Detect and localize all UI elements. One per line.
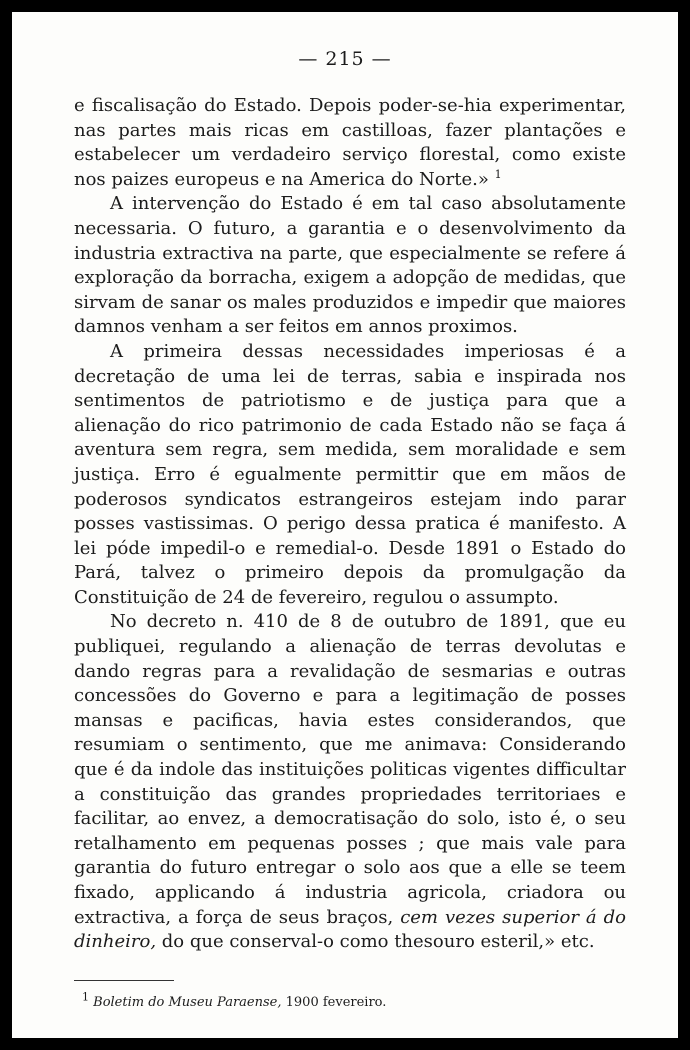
book-page	[12, 12, 678, 1038]
paragraph-1	[74, 94, 626, 192]
paragraph-4-text: No decreto n. 410 de 8 de outubro de 1891, que eu publiquei, regulando a alienação de terras devolutas e dando regras para a revalidação de sesmarias e outras concessões do Governo e para a legitimação de posses mansas e pacificas, havia estes considerandos, que resumiam o sentimento, que me animava: Considerando que é da indole das instituições politicas vigentes difficultar a constituição das grandes propriedades territoriaes e facilitar, ao envez, a democratisação do solo, isto é, o seu retalhamento em pequenas posses ; que mais vale para garantia do futuro entregar o solo aos que a elle se teem fixado, applicando á industria agricola, criadora ou extractiva, a força de seus braços,	[74, 611, 626, 928]
paragraph-4	[74, 610, 626, 954]
paragraph-1-text: e fiscalisação do Estado. Depois poder-se-hia experimentar, nas partes mais ricas em castilloas, fazer plantações e estabelecer um verdadeiro serviço florestal, como existe nos paizes europeus e na America do Norte.»	[74, 95, 626, 190]
footnote-source-date: 1900 fevereiro.	[285, 995, 387, 1010]
paragraph-3: A primeira dessas necessidades imperiosas é a decretação de uma lei de terras, sabia e inspirada nos sentimentos de patriotismo e de justiça para que a alienação do rico patrimonio de cada Estado não se faça á aventura sem regra, sem medida, sem moralidade e sem justiça. Erro é egualmente permittir que em mãos de poderosos syndicatos estrangeiros estejam indo parar posses vastissimas. O perigo dessa pratica é manifesto. A lei póde impedil-o e remedial-o. Desde 1891 o Estado do Pará, talvez o primeiro depois da promulgação da Constituição de 24 de fevereiro, regulou o assumpto.	[74, 340, 626, 608]
body-text	[74, 94, 626, 955]
footnote-marker: 1	[82, 990, 89, 1004]
paragraph-2: A intervenção do Estado é em tal caso absolutamente necessaria. O futuro, a garantia e o desenvolvimento da industria extractiva na parte, que especialmente se refere á exploração da borracha, exigem a adopção de medidas, que sirvam de sanar os males produzidos e impedir que maiores damnos venham a ser feitos em annos proximos.	[74, 193, 626, 338]
footnote-source-title: Boletim do Museu Paraense,	[93, 995, 282, 1010]
footnote-reference: 1	[494, 167, 502, 181]
page-number: — 215 —	[298, 48, 392, 70]
footnote	[82, 990, 622, 1012]
paragraph-4-ending: do que conserval-o como thesouro esteril,» etc.	[161, 931, 595, 953]
footnote-divider	[74, 980, 174, 981]
paragraph-4-italic-quote: cem vezes superior á do dinheiro,	[74, 906, 626, 953]
